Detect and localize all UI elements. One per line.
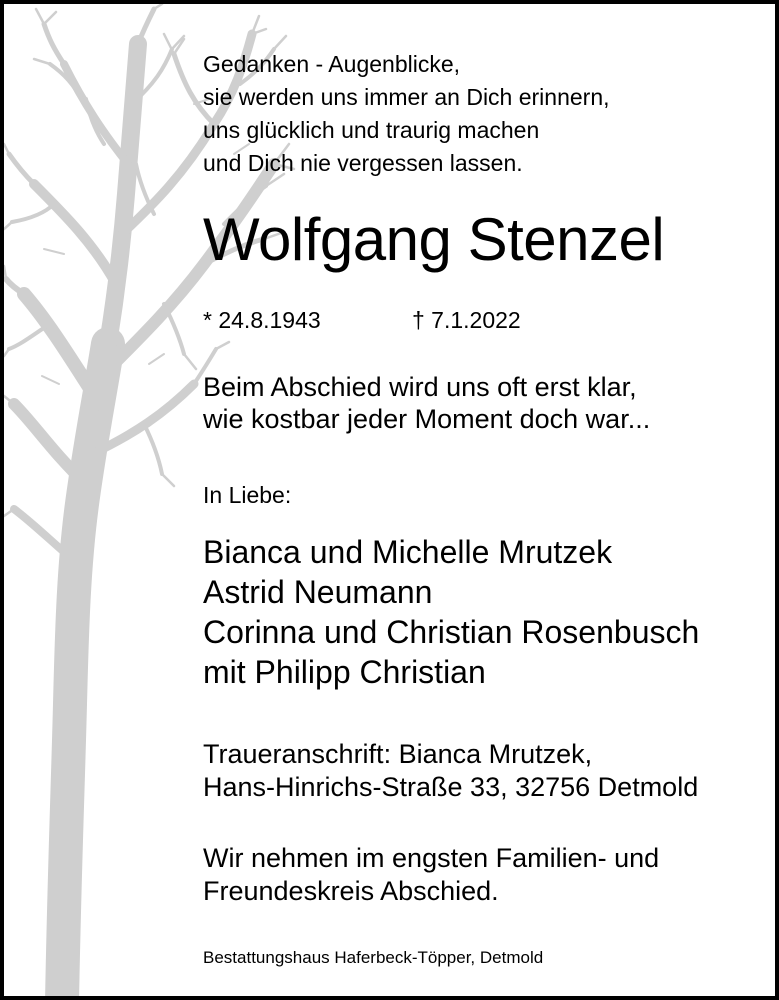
birth-date: * 24.8.1943 xyxy=(203,307,321,333)
mourner-line: Corinna und Christian Rosenbusch xyxy=(203,614,700,650)
funeral-home: Bestattungshaus Haferbeck-Töpper, Detmold xyxy=(203,948,544,967)
poem-line: uns glücklich und traurig machen xyxy=(203,117,540,143)
mourners-list xyxy=(203,532,699,692)
quote-line: wie kostbar jeder Moment doch war... xyxy=(203,404,651,434)
mourning-address xyxy=(203,738,698,804)
farewell-quote xyxy=(203,371,650,435)
notice-content xyxy=(203,4,765,996)
address-line: Traueranschrift: Bianca Mrutzek, xyxy=(203,739,593,769)
opening-poem xyxy=(203,48,610,180)
poem-line: Gedanken - Augenblicke, xyxy=(203,51,461,77)
farewell-line: Freundeskreis Abschied. xyxy=(203,876,499,906)
deceased-name: Wolfgang Stenzel xyxy=(203,206,665,273)
mourner-line: mit Philipp Christian xyxy=(203,654,486,690)
poem-line: und Dich nie vergessen lassen. xyxy=(203,150,523,176)
death-date: † 7.1.2022 xyxy=(412,307,521,333)
mourner-line: Bianca und Michelle Mrutzek xyxy=(203,534,613,570)
in-love-label: In Liebe: xyxy=(203,482,292,508)
mourner-line: Astrid Neumann xyxy=(203,574,433,610)
quote-line: Beim Abschied wird uns oft erst klar, xyxy=(203,372,637,402)
life-dates xyxy=(203,304,521,336)
address-line: Hans-Hinrichs-Straße 33, 32756 Detmold xyxy=(203,772,699,802)
private-farewell-note xyxy=(203,842,659,908)
poem-line: sie werden uns immer an Dich erinnern, xyxy=(203,84,610,110)
farewell-line: Wir nehmen im engsten Familien- und xyxy=(203,843,660,873)
